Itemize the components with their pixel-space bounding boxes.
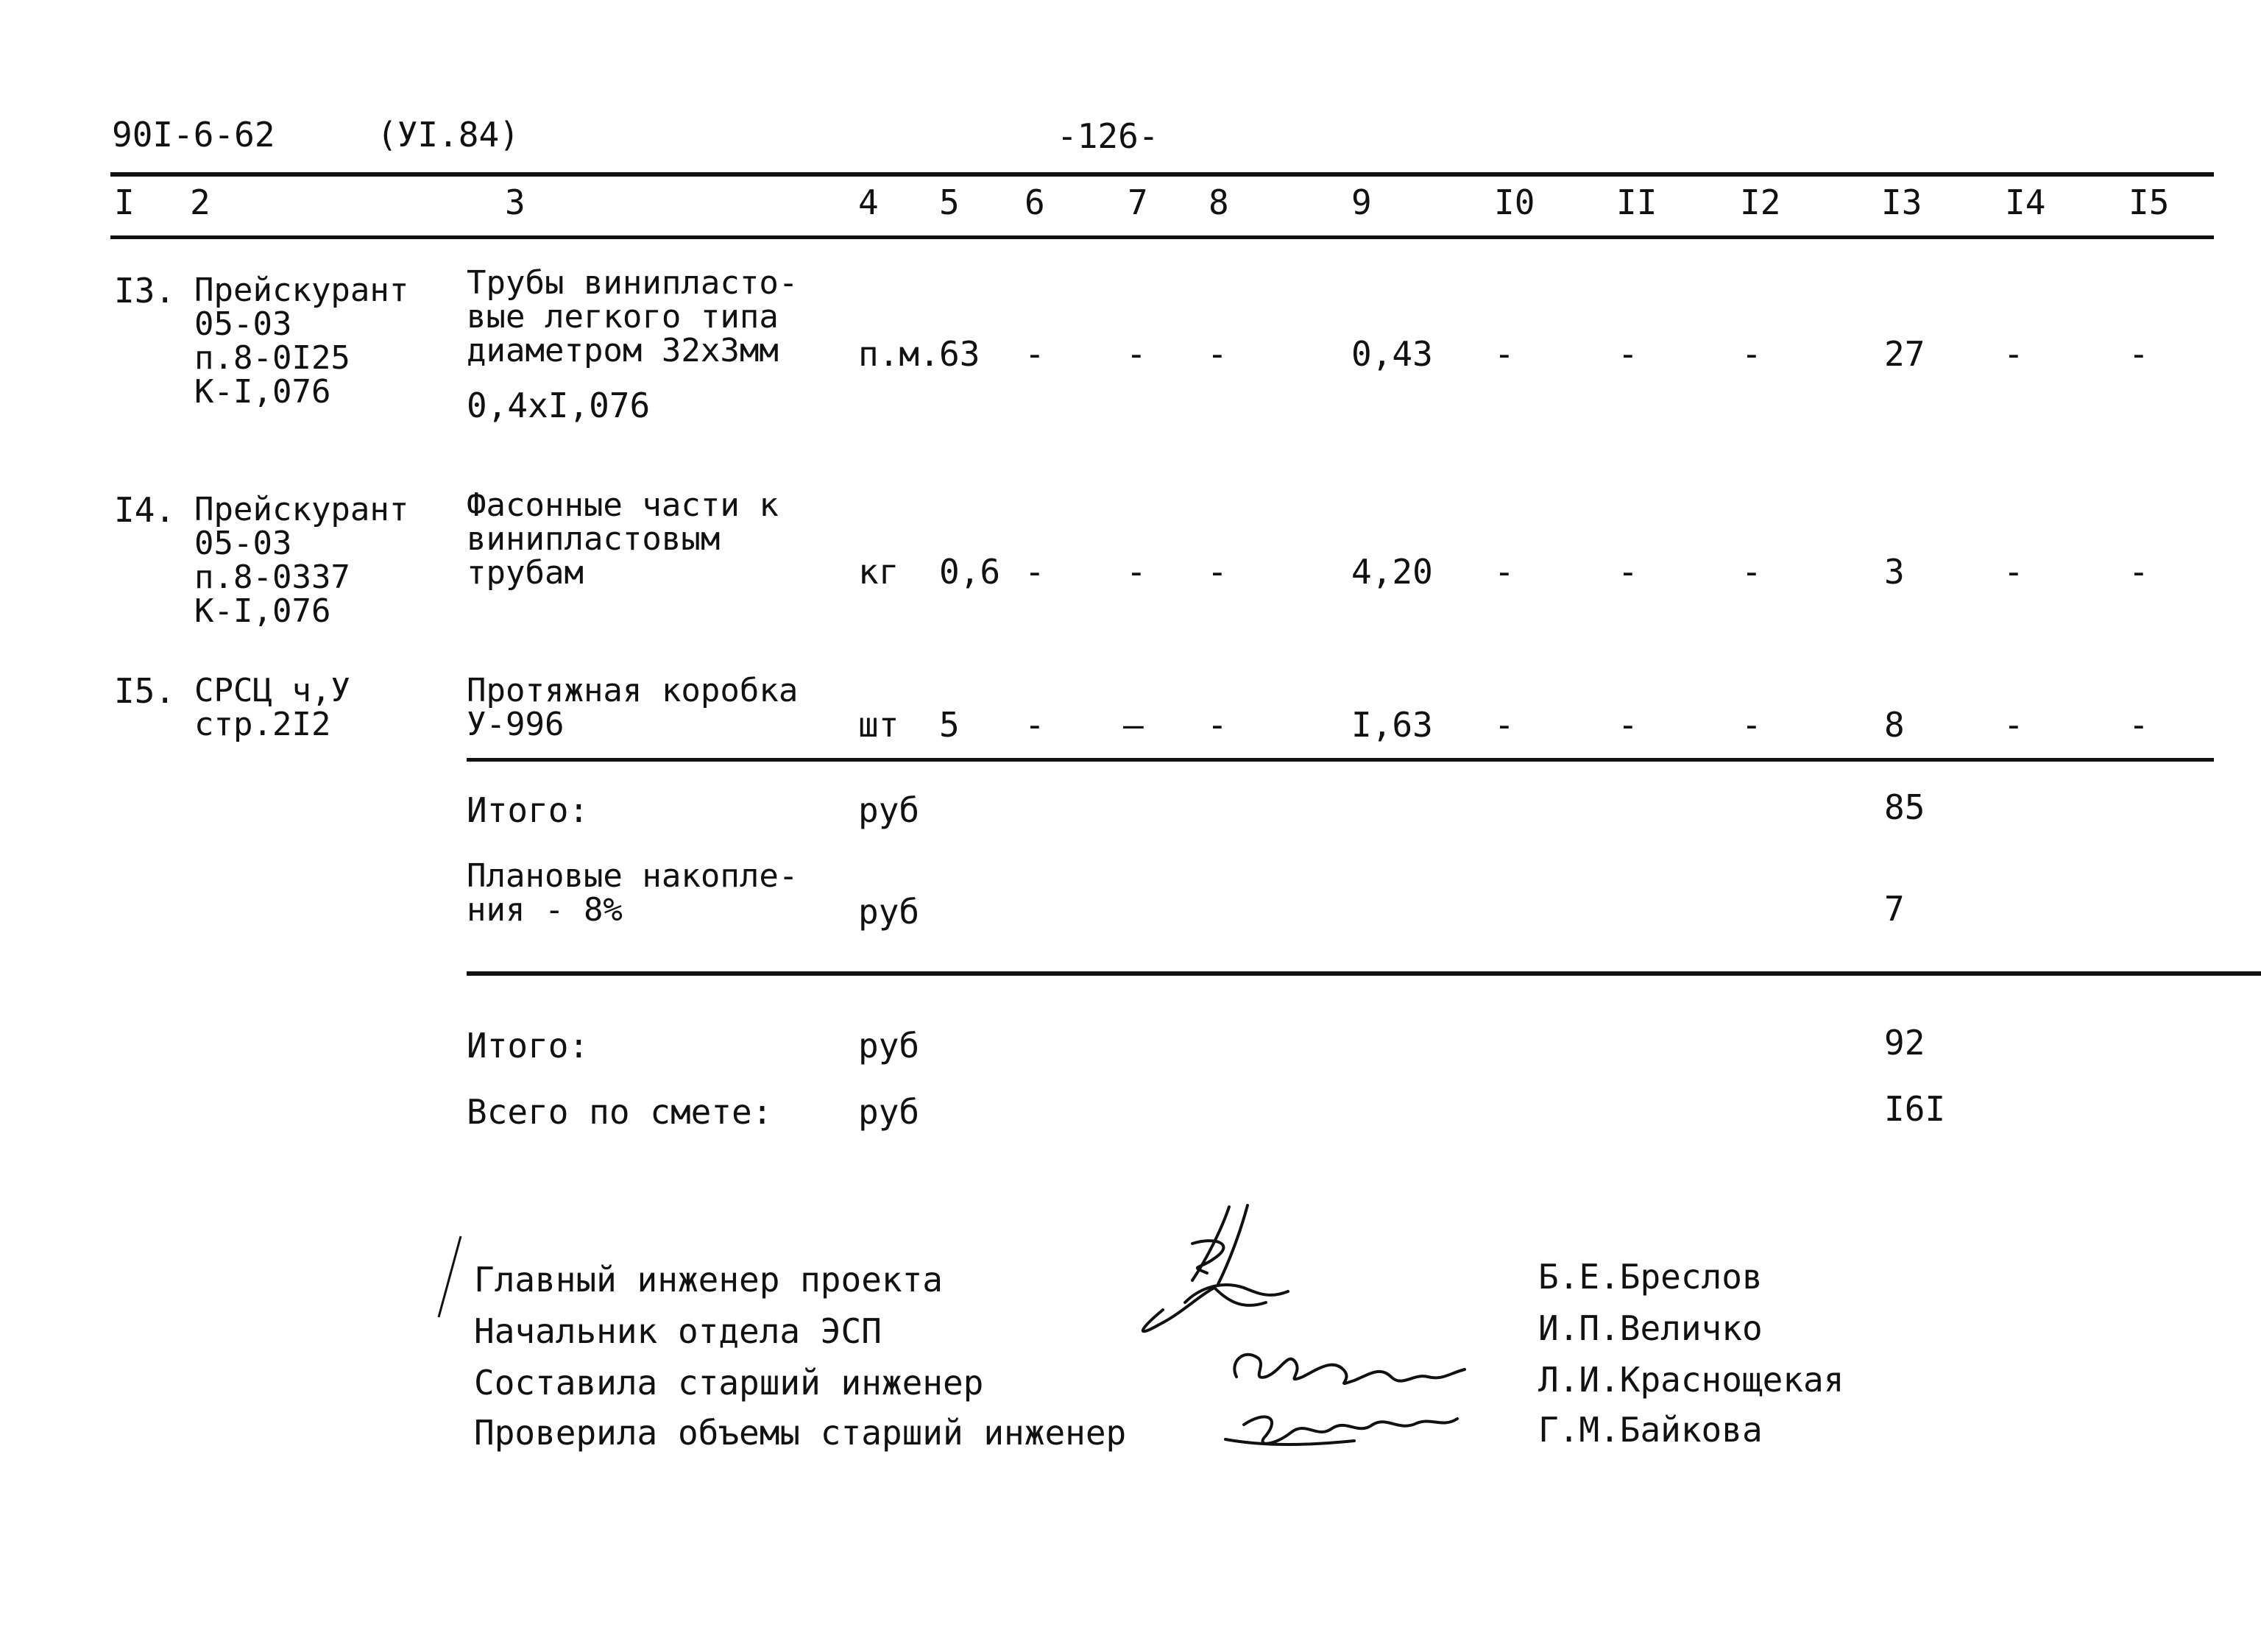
col-header-7: 7 xyxy=(1128,182,1148,222)
subtotal-rule xyxy=(467,758,2214,762)
row-13-total: 27 xyxy=(1884,334,1925,374)
col-header-8: 8 xyxy=(1209,182,1229,222)
row-15-col11: - xyxy=(1618,705,1638,745)
col-header-15: I5 xyxy=(2129,182,2170,222)
summary-grand-unit: руб xyxy=(858,1092,920,1132)
row-15-name: Протяжная коробка У-996 xyxy=(467,672,799,743)
row-14-col10: - xyxy=(1494,552,1515,592)
row-14-source: Прейскурант 05-03 п.8-0337 К-I,076 xyxy=(194,491,409,630)
row-14-col7: - xyxy=(1126,552,1147,592)
signature-role-chief-engineer: Главный инженер проекта xyxy=(474,1260,943,1300)
row-15-col15: - xyxy=(2129,705,2149,745)
col-header-11: II xyxy=(1616,182,1657,222)
col-header-3: 3 xyxy=(505,182,526,222)
signature-role-checker: Проверила объемы старший инженер xyxy=(474,1413,1127,1453)
header-rule xyxy=(110,235,2214,239)
row-13-qty: 63 xyxy=(939,334,980,374)
summary-planned-label: Плановые накопле- ния - 8% xyxy=(467,857,799,929)
summary-planned-unit: руб xyxy=(858,892,920,932)
row-14-number: I4. xyxy=(114,490,176,530)
row-15-number: I5. xyxy=(114,671,176,711)
summary-subtotal-value: 85 xyxy=(1884,787,1925,827)
signature-name-department-head: И.П.Величко xyxy=(1538,1308,1763,1348)
document-code: 90I-6-62 xyxy=(112,115,275,155)
summary-total-unit: руб xyxy=(858,1026,920,1066)
row-13-number: I3. xyxy=(114,271,176,311)
summary-subtotal-label: Итого: xyxy=(467,790,590,830)
col-header-12: I2 xyxy=(1740,182,1781,222)
summary-planned-value: 7 xyxy=(1884,889,1905,929)
signature-name-checker: Г.М.Байкова xyxy=(1538,1410,1763,1450)
row-13-col8: - xyxy=(1207,334,1228,374)
row-15-col6: - xyxy=(1025,705,1045,745)
row-14-col8: - xyxy=(1207,552,1228,592)
row-14-col12: - xyxy=(1741,552,1762,592)
row-15-col14: - xyxy=(2003,705,2024,745)
col-header-4: 4 xyxy=(858,182,879,222)
summary-subtotal-unit: руб xyxy=(858,790,920,830)
row-13-col10: - xyxy=(1494,334,1515,374)
row-15-col7: — xyxy=(1123,705,1144,745)
margin-stroke xyxy=(434,1233,464,1322)
top-rule xyxy=(110,172,2214,177)
row-13-col6: - xyxy=(1025,334,1045,374)
summary-grand-value: I6I xyxy=(1884,1089,1946,1129)
row-14-unit: кг xyxy=(858,552,899,592)
summary-total-label: Итого: xyxy=(467,1026,590,1066)
row-13-col12: - xyxy=(1741,334,1762,374)
row-13-price: 0,43 xyxy=(1351,334,1433,374)
col-header-1: I xyxy=(114,182,135,222)
col-header-10: I0 xyxy=(1494,182,1535,222)
document-series: (УI.84) xyxy=(377,115,520,155)
page-number: -126- xyxy=(1057,116,1159,156)
col-header-5: 5 xyxy=(939,182,960,222)
signature-role-compiler: Составила старший инженер xyxy=(474,1363,984,1403)
row-15-price: I,63 xyxy=(1351,705,1433,745)
row-14-name: Фасонные части к винипластовым трубам xyxy=(467,486,779,592)
row-15-total: 8 xyxy=(1884,705,1905,745)
row-13-col11: - xyxy=(1618,334,1638,374)
col-header-13: I3 xyxy=(1881,182,1922,222)
row-13-name: Трубы винипласто- вые легкого типа диаметром 32х3мм xyxy=(467,264,799,369)
signature-role-department-head: Начальник отдела ЭСП xyxy=(474,1311,882,1351)
handwritten-signature-2 xyxy=(1222,1336,1487,1461)
col-header-2: 2 xyxy=(190,182,210,222)
signature-name-compiler: Л.И.Краснощекая xyxy=(1538,1360,1844,1400)
row-15-col12: - xyxy=(1741,705,1762,745)
col-header-14: I4 xyxy=(2005,182,2046,222)
row-15-source: СРСЦ ч,У стр.2I2 xyxy=(194,672,350,743)
row-14-price: 4,20 xyxy=(1351,552,1433,592)
row-14-total: 3 xyxy=(1884,552,1905,592)
total-rule xyxy=(467,971,2261,976)
handwritten-signature-1 xyxy=(1119,1199,1325,1347)
row-15-qty: 5 xyxy=(939,705,960,745)
row-15-col10: - xyxy=(1494,705,1515,745)
summary-grand-label: Всего по смете: xyxy=(467,1092,773,1132)
row-13-col14: - xyxy=(2003,334,2024,374)
row-13-col15: - xyxy=(2129,334,2149,374)
col-header-9: 9 xyxy=(1351,182,1372,222)
signature-name-chief-engineer: Б.Е.Бреслов xyxy=(1538,1257,1763,1297)
row-15-col8: - xyxy=(1207,705,1228,745)
row-14-col14: - xyxy=(2003,552,2024,592)
col-header-6: 6 xyxy=(1025,182,1045,222)
row-13-unit: п.м. xyxy=(858,334,940,374)
row-14-col15: - xyxy=(2129,552,2149,592)
row-15-unit: шт xyxy=(858,705,899,745)
row-13-source: Прейскурант 05-03 п.8-0I25 К-I,076 xyxy=(194,272,409,411)
summary-total-value: 92 xyxy=(1884,1023,1925,1063)
row-14-col11: - xyxy=(1618,552,1638,592)
row-13-col7: - xyxy=(1126,334,1147,374)
row-13-formula: 0,4хI,076 xyxy=(467,386,651,425)
row-14-qty: 0,6 xyxy=(939,552,1001,592)
row-14-col6: - xyxy=(1025,552,1045,592)
